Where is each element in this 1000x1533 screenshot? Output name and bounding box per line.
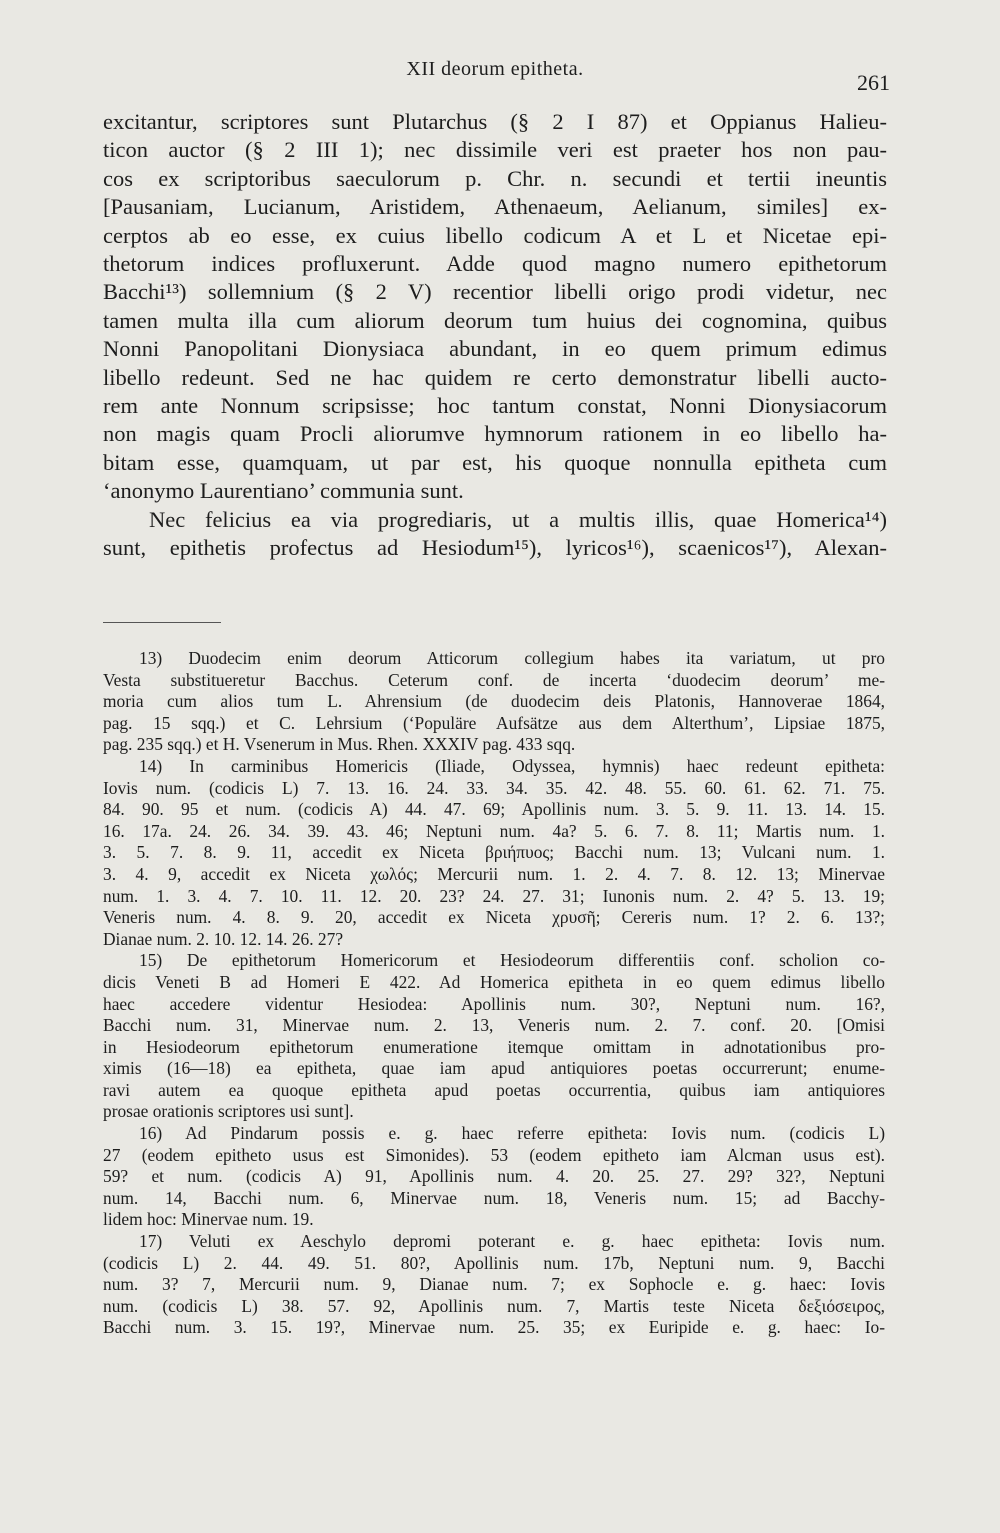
- text-line: Bacchi¹³) sollemnium (§ 2 V) recentior libelli origo prodi videtur, nec: [103, 279, 887, 305]
- text-line: tamen multa illa cum aliorum deorum tum huius dei cognomina, quibus: [103, 307, 887, 333]
- footnote-line: 16. 17a. 24. 26. 34. 39. 43. 46; Neptuni num. 4a? 5. 6. 7. 8. 11; Martis num. 1.: [103, 820, 885, 841]
- footnote-line: 84. 90. 95 et num. (codicis A) 44. 47. 69; Apollinis num. 3. 5. 9. 11. 13. 14. 15.: [103, 799, 885, 820]
- page-number: 261: [857, 70, 890, 95]
- footnote-16: [103, 1123, 885, 1231]
- footnote-line: pag. 15 sqq.) et C. Lehrsium (‘Populäre Aufsätze aus dem Alterthum’, Lipsiae 1875,: [103, 712, 885, 733]
- footnote-line: Vesta substitueretur Bacchus. Ceterum conf. de incerta ‘duodecim deorum’ me-: [103, 669, 885, 690]
- footnote-line: ximis (16—18) ea epitheta, quae iam apud antiquiores poetas occurrerunt; enume-: [103, 1058, 885, 1079]
- text-line: [Pausaniam, Lucianum, Aristidem, Athenaeum, Aelianum, similes] ex-: [103, 194, 887, 220]
- text-line: sunt, epithetis profectus ad Hesiodum¹⁵), lyricos¹⁶), scaenicos¹⁷), Alexan-: [103, 535, 887, 561]
- text-line: ticon auctor (§ 2 III 1); nec dissimile veri est praeter hos non pau-: [103, 137, 887, 163]
- footnote-line: Veneris num. 4. 8. 9. 20, accedit ex Niceta χρυσῆ; Cereris num. 1? 2. 6. 13?;: [103, 907, 885, 928]
- footnote-13: [103, 648, 885, 756]
- text-line: cerptos ab eo esse, ex cuius libello codicum A et L et Nicetae epi-: [103, 222, 887, 248]
- footnote-line: (codicis L) 2. 44. 49. 51. 80?, Apollinis num. 17b, Neptuni num. 9, Bacchi: [103, 1252, 885, 1273]
- text-line: ‘anonymo Laurentiano’ communia sunt.: [103, 478, 464, 504]
- footnote-15: [103, 950, 885, 1123]
- footnote-line: 15) De epithetorum Homericorum et Hesiodeorum differentiis conf. scholion co-: [139, 950, 885, 971]
- text-line: excitantur, scriptores sunt Plutarchus (§ 2 I 87) et Oppianus Halieu-: [103, 109, 887, 134]
- footnote-line: 3. 4. 9, accedit ex Niceta χωλός; Mercurii num. 1. 2. 4. 7. 8. 12. 13; Minervae: [103, 863, 885, 884]
- footnote-line: Dianae num. 2. 10. 12. 14. 26. 27?: [103, 928, 344, 949]
- footnote-line: moria cum alios tum L. Ahrensium (de duodecim deis Platonis, Hannoverae 1864,: [103, 691, 885, 712]
- footnote-line: ravi autem ea quoque epitheta apud poetas occurrentia, quibus iam antiquiores: [103, 1079, 885, 1100]
- footnote-line: dicis Veneti B ad Homeri E 422. Ad Homerica epitheta in eo quem edimus libello: [103, 971, 885, 992]
- footnote-line: Bacchi num. 3. 15. 19?, Minervae num. 25. 35; ex Euripide e. g. haec: Io-: [103, 1317, 885, 1338]
- footnote-line: pag. 235 sqq.) et H. Vsenerum in Mus. Rhen. XXXIV pag. 433 sqq.: [103, 734, 576, 755]
- text-line: thetorum indices profluxerunt. Adde quod magno numero epithetorum: [103, 251, 887, 277]
- running-title: XII deorum epitheta.: [406, 58, 584, 80]
- footnote-line: num. (codicis L) 38. 57. 92, Apollinis num. 7, Martis teste Niceta δεξιόσειρος,: [103, 1295, 885, 1316]
- footnote-line: 27 (eodem epitheto usus est Simonides). 53 (eodem epitheto iam Alcman usus est).: [103, 1144, 885, 1165]
- text-line: non magis quam Procli aliorumve hymnorum rationem in eo libello ha-: [103, 421, 887, 447]
- footnote-line: in Hesiodeorum epithetorum enumeratione itemque omittam in adnotationibus pro-: [103, 1036, 885, 1057]
- footnote-line: 17) Veluti ex Aeschylo depromi poterant e. g. haec epitheta: Iovis num.: [139, 1231, 885, 1252]
- footnote-line: num. 14, Bacchi num. 6, Minervae num. 18, Veneris num. 15; ad Bacchy-: [103, 1187, 885, 1208]
- text-line: libello redeunt. Sed ne hac quidem re certo demonstratur libelli aucto-: [103, 364, 887, 390]
- footnote-line: 59? et num. (codicis A) 91, Apollinis num. 4. 20. 25. 27. 29? 32?, Neptuni: [103, 1166, 885, 1187]
- footnotes: [103, 648, 885, 1339]
- footnote-line: 16) Ad Pindarum possis e. g. haec referre epitheta: Iovis num. (codicis L): [139, 1123, 885, 1144]
- footnote-line: prosae orationis scriptores usi sunt].: [103, 1101, 354, 1122]
- footnote-line: 3. 5. 7. 8. 9. 11, accedit ex Niceta βριήπυος; Bacchi num. 13; Vulcani num. 1.: [103, 842, 885, 863]
- footnote-line: Bacchi num. 31, Minervae num. 2. 13, Veneris num. 2. 7. conf. 20. [Omisi: [103, 1015, 885, 1036]
- text-line: Nec felicius ea via progrediaris, ut a multis illis, quae Homerica¹⁴): [149, 506, 887, 532]
- text-line: Nonni Panopolitani Dionysiaca abundant, in eo quem primum edimus: [103, 336, 887, 362]
- footnote-line: haec accedere videntur Hesiodea: Apollinis num. 30?, Neptuni num. 16?,: [103, 993, 885, 1014]
- text-line: cos ex scriptoribus saeculorum p. Chr. n. secundi et tertii ineuntis: [103, 165, 887, 191]
- text-line: bitam esse, quamquam, ut par est, his quoque nonnulla epitheta cum: [103, 449, 887, 475]
- footnote-line: Iovis num. (codicis L) 7. 13. 16. 24. 33. 34. 35. 42. 48. 55. 60. 61. 62. 71. 75.: [103, 777, 885, 798]
- footnote-line: lidem hoc: Minervae num. 19.: [103, 1209, 314, 1230]
- footnote-line: num. 1. 3. 4. 7. 10. 11. 12. 20. 23? 24. 27. 31; Iunonis num. 2. 4? 5. 13. 19;: [103, 885, 885, 906]
- footnote-line: 14) In carminibus Homericis (Iliade, Odyssea, hymnis) haec redeunt epitheta:: [139, 755, 885, 776]
- main-text: [103, 108, 887, 563]
- footnote-line: num. 3? 7, Mercurii num. 9, Dianae num. 7; ex Sophocle e. g. haec: Iovis: [103, 1274, 885, 1295]
- footnote-17: [103, 1231, 885, 1339]
- footnote-14: [103, 756, 885, 950]
- text-line: rem ante Nonnum scripsisse; hoc tantum constat, Nonni Dionysiacorum: [103, 393, 887, 419]
- footnote-line: 13) Duodecim enim deorum Atticorum collegium habes ita variatum, ut pro: [139, 648, 885, 668]
- page-header: [100, 58, 890, 98]
- footnote-separator: [103, 622, 221, 623]
